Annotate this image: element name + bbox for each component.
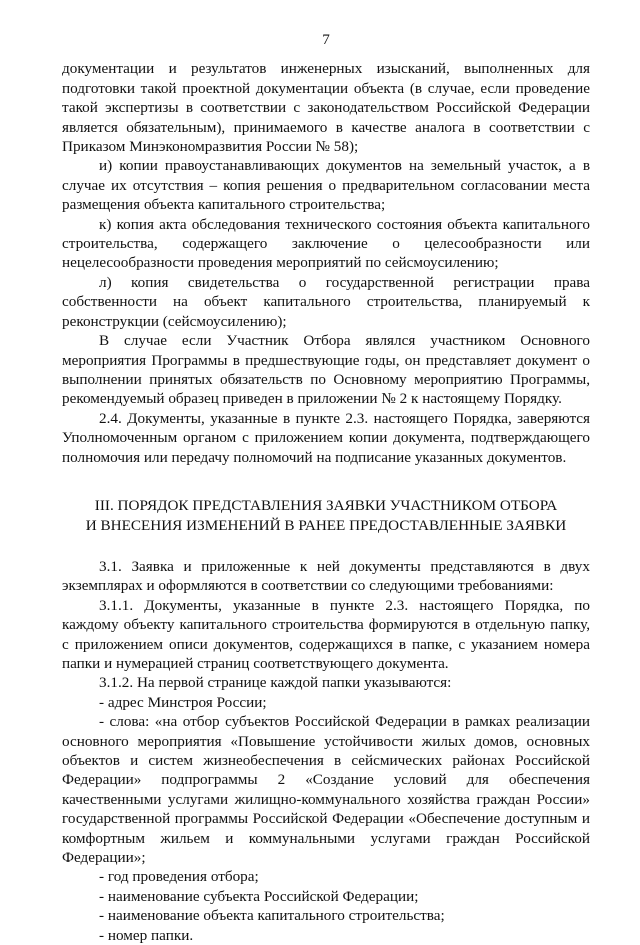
page-number: 7 bbox=[322, 31, 330, 48]
list-item: - год проведения отбора; bbox=[99, 868, 259, 886]
paragraphs-after-section bbox=[62, 557, 590, 945]
document-page bbox=[62, 30, 590, 945]
list-item: - наименование субъекта Российской Федерации; bbox=[99, 887, 419, 905]
paragraphs-before-section bbox=[62, 59, 590, 467]
paragraph: документации и результатов инженерных изысканий, выполненных для подготовки такой проектной документации объекта (в случае, если проведение такой экспертизы в соответствии с законодательством Российской Федерации является обязательным), принимаемого в качестве аналога в соответствии с Приказом Минэкономразвития России № 58); bbox=[62, 60, 590, 156]
paragraph: 2.4. Документы, указанные в пункте 2.3. настоящего Порядка, заверяются Уполномоченным органом с приложением копии документа, подтверждающего полномочия или передачу полномочий на подписание указанных документов. bbox=[62, 409, 590, 466]
section-title-line: И ВНЕСЕНИЯ ИЗМЕНЕНИЙ В РАНЕЕ ПРЕДОСТАВЛЕННЫЕ ЗАЯВКИ bbox=[85, 516, 567, 534]
list-item: - номер папки. bbox=[99, 926, 194, 944]
list-item: - наименование объекта капитального строительства; bbox=[99, 907, 445, 925]
section-title-line: III. ПОРЯДОК ПРЕДСТАВЛЕНИЯ ЗАЯВКИ УЧАСТНИКОМ ОТБОРА bbox=[94, 496, 558, 514]
section-title bbox=[62, 496, 590, 536]
paragraph: л) копия свидетельства о государственной регистрации права собственности на объект капитального строительства, планируемый к реконструкции (сейсмоусилению); bbox=[62, 273, 590, 330]
paragraph: 3.1.1. Документы, указанные в пункте 2.3. настоящего Порядка, по каждому объекту капитального строительства формируются в отдельную папку, с приложением описи документов, содержащихся в папке, с указанием номера папки и нумерацией страниц соответствующего документа. bbox=[62, 596, 590, 672]
list-item: - слова: «на отбор субъектов Российской Федерации в рамках реализации основного мероприятия «Повышение устойчивости жилых домов, основных объектов и систем жизнеобеспечения в сейсмических районах Российской Федерации» подпрограммы 2 «Создание условий для обеспечения качественными услугами жилищно-коммунального хозяйства граждан России» государственной программы Российской Федерации «Обеспечение доступным и комфортным жильем и коммунальными услугами граждан Российской Федерации»; bbox=[62, 713, 590, 867]
paragraph: 3.1.2. На первой странице каждой папки указываются: bbox=[99, 674, 452, 692]
paragraph: и) копии правоустанавливающих документов на земельный участок, а в случае их отсутствия – копия решения о предварительном согласовании места размещения объекта капитального строительства; bbox=[62, 157, 590, 214]
paragraph: к) копия акта обследования технического состояния объекта капитального строительства, содержащего заключение о целесообразности или нецелесообразности проведения мероприятий по сейсмоусилению; bbox=[62, 215, 590, 272]
paragraph: 3.1. Заявка и приложенные к ней документы представляются в двух экземплярах и оформляются в соответствии со следующими требованиями: bbox=[62, 557, 590, 595]
paragraph: В случае если Участник Отбора являлся участником Основного мероприятия Программы в предшествующие годы, он представляет документ о выполнении принятых обязательств по Основному мероприятию Программы, рекомендуемый образец приведен в приложении № 2 к настоящему Порядку. bbox=[62, 332, 590, 408]
list-item: - адрес Минстроя России; bbox=[99, 693, 267, 711]
